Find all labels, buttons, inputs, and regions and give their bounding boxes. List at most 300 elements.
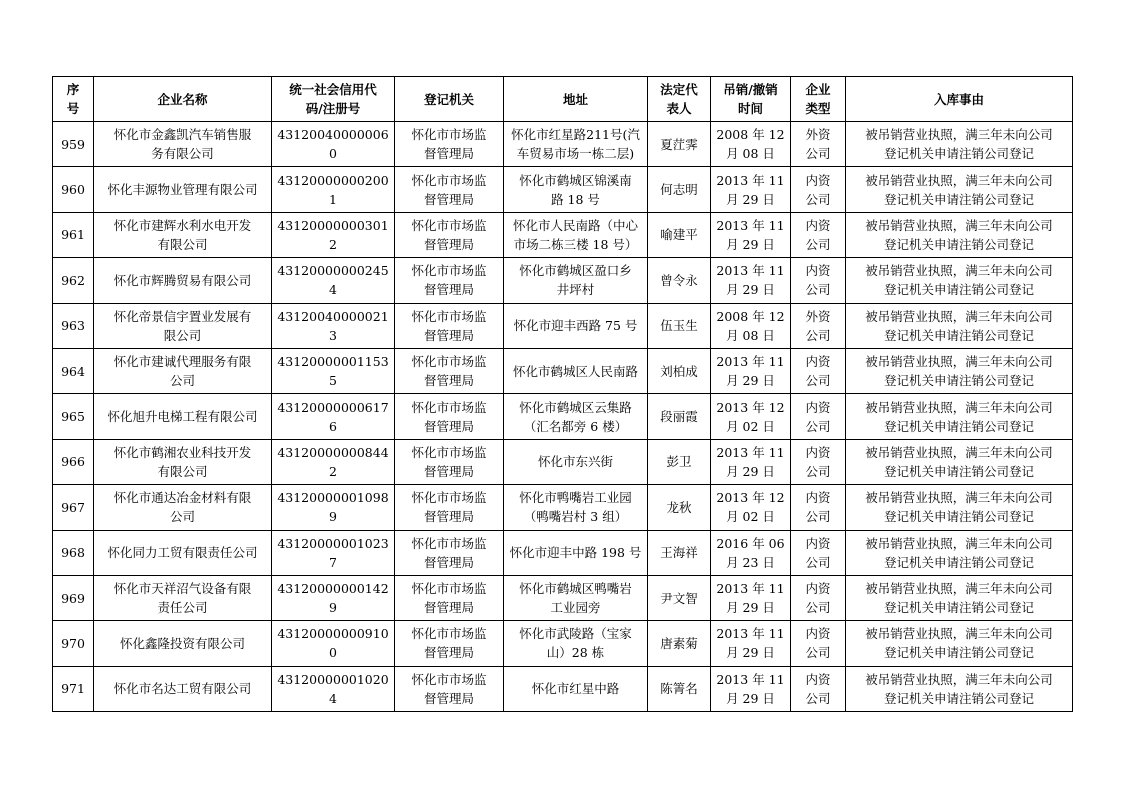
cell-authority <box>395 258 504 303</box>
cell-authority-line: 怀化市市场监 <box>411 399 487 415</box>
cell-reason-line: 被吊销营业执照，满三年未向公司 <box>865 172 1053 188</box>
cell-authority <box>395 666 504 711</box>
cell-authority <box>395 212 504 257</box>
header-line: 企业名称 <box>157 91 208 107</box>
cell-authority <box>395 303 504 348</box>
cell-company-type-line: 外资 <box>805 127 831 143</box>
cell-company-name <box>94 394 272 439</box>
cell-revoke-date-line: 月 02 日 <box>726 418 775 434</box>
cell-company-type-line: 内资 <box>805 399 831 415</box>
cell-company-type-line: 公司 <box>805 191 831 207</box>
cell-legal-rep: 何志明 <box>648 167 711 212</box>
cell-address <box>504 303 648 348</box>
header-address <box>504 77 648 122</box>
header-authority <box>395 77 504 122</box>
cell-authority-line: 怀化市市场监 <box>411 490 487 506</box>
cell-company-type-line: 外资 <box>805 308 831 324</box>
cell-address-line: 怀化市东兴街 <box>537 454 613 470</box>
cell-company-name <box>94 485 272 530</box>
cell-company-type-line: 公司 <box>805 690 831 706</box>
cell-credit-code: 431200000002454 <box>272 258 395 303</box>
cell-address <box>504 575 648 620</box>
cell-authority <box>395 348 504 393</box>
cell-address-line: 井坪村 <box>556 282 595 298</box>
cell-revoke-date-line: 月 29 日 <box>726 463 775 479</box>
header-name <box>94 77 272 122</box>
cell-address-line: 怀化市鹤城区锦溪南 <box>519 172 632 188</box>
cell-company-name <box>94 348 272 393</box>
cell-company-type-line: 内资 <box>805 217 831 233</box>
cell-authority <box>395 439 504 484</box>
cell-address-line: 路 18 号 <box>551 191 600 207</box>
cell-company-name <box>94 575 272 620</box>
cell-credit-code: 431200000010989 <box>272 485 395 530</box>
cell-revoke-date <box>711 530 791 575</box>
header-type <box>791 77 846 122</box>
cell-address <box>504 439 648 484</box>
cell-reason-line: 登记机关申请注销公司登记 <box>883 690 1034 706</box>
cell-reason-line: 登记机关申请注销公司登记 <box>883 645 1034 661</box>
cell-reason-line: 登记机关申请注销公司登记 <box>883 463 1034 479</box>
cell-revoke-date-line: 2008 年 12 <box>716 127 785 143</box>
cell-reason <box>846 439 1073 484</box>
cell-reason-line: 被吊销营业执照，满三年未向公司 <box>865 127 1053 143</box>
header-rep <box>648 77 711 122</box>
cell-company-type <box>791 167 846 212</box>
cell-company-name <box>94 167 272 212</box>
cell-company-type-line: 公司 <box>805 146 831 162</box>
header-line: 企业 <box>805 82 831 97</box>
header-line: 时间 <box>737 101 763 116</box>
table-header-row <box>53 77 1073 122</box>
cell-address <box>504 167 648 212</box>
table-row <box>53 575 1073 620</box>
cell-company-type-line: 内资 <box>805 172 831 188</box>
cell-no: 967 <box>53 485 94 530</box>
cell-company-type-line: 公司 <box>805 463 831 479</box>
cell-address-line: 怀化市红星中路 <box>531 681 620 697</box>
cell-credit-code: 431200000011535 <box>272 348 395 393</box>
cell-reason-line: 被吊销营业执照，满三年未向公司 <box>865 581 1053 597</box>
cell-legal-rep: 陈箐名 <box>648 666 711 711</box>
table-row <box>53 394 1073 439</box>
header-date <box>711 77 791 122</box>
cell-company-name-line: 责任公司 <box>157 600 208 616</box>
header-line: 序 <box>66 82 80 97</box>
cell-revoke-date <box>711 666 791 711</box>
cell-company-name <box>94 303 272 348</box>
cell-reason <box>846 485 1073 530</box>
cell-authority-line: 督管理局 <box>423 282 474 298</box>
header-no <box>53 77 94 122</box>
cell-company-type <box>791 530 846 575</box>
cell-company-type <box>791 394 846 439</box>
cell-legal-rep: 彭卫 <box>648 439 711 484</box>
cell-revoke-date-line: 月 08 日 <box>726 146 775 162</box>
cell-company-name-line: 怀化丰源物业管理有限公司 <box>107 182 258 198</box>
cell-company-name-line: 怀化市天祥沼气设备有限 <box>113 581 252 597</box>
table-row <box>53 122 1073 167</box>
cell-revoke-date <box>711 439 791 484</box>
cell-revoke-date <box>711 621 791 666</box>
cell-revoke-date <box>711 485 791 530</box>
cell-company-name <box>94 122 272 167</box>
cell-authority-line: 怀化市市场监 <box>411 535 487 551</box>
cell-reason-line: 被吊销营业执照，满三年未向公司 <box>865 626 1053 642</box>
cell-no: 960 <box>53 167 94 212</box>
cell-revoke-date-line: 月 23 日 <box>726 554 775 570</box>
cell-revoke-date-line: 月 29 日 <box>726 690 775 706</box>
cell-company-type <box>791 666 846 711</box>
cell-company-name-line: 公司 <box>169 373 195 389</box>
cell-revoke-date-line: 月 02 日 <box>726 509 775 525</box>
cell-revoke-date-line: 2013 年 11 <box>716 581 785 597</box>
cell-no: 962 <box>53 258 94 303</box>
table-row <box>53 303 1073 348</box>
cell-no: 964 <box>53 348 94 393</box>
cell-reason-line: 登记机关申请注销公司登记 <box>883 418 1034 434</box>
cell-company-name <box>94 530 272 575</box>
cell-company-type <box>791 621 846 666</box>
cell-reason <box>846 394 1073 439</box>
cell-company-type-line: 内资 <box>805 444 831 460</box>
cell-company-name-line: 怀化市名达工贸有限公司 <box>113 681 252 697</box>
table-row <box>53 666 1073 711</box>
cell-address-line: 怀化市人民南路（中心 <box>512 217 638 233</box>
cell-company-type-line: 公司 <box>805 645 831 661</box>
cell-reason-line: 登记机关申请注销公司登记 <box>883 554 1034 570</box>
cell-address <box>504 530 648 575</box>
cell-company-type-line: 内资 <box>805 354 831 370</box>
table-body <box>53 122 1073 712</box>
cell-address-line: （鸭嘴岩村 3 组） <box>523 509 628 525</box>
header-line: 登记机关 <box>423 91 474 107</box>
cell-company-name-line: 怀化市鹤湘农业科技开发 <box>113 444 252 460</box>
cell-company-type-line: 公司 <box>805 600 831 616</box>
header-line: 入库事由 <box>933 91 984 107</box>
cell-reason-line: 登记机关申请注销公司登记 <box>883 146 1034 162</box>
cell-authority-line: 督管理局 <box>423 236 474 252</box>
cell-reason-line: 被吊销营业执照，满三年未向公司 <box>865 354 1053 370</box>
header-reason <box>846 77 1073 122</box>
cell-legal-rep: 伍玉生 <box>648 303 711 348</box>
cell-revoke-date-line: 月 29 日 <box>726 191 775 207</box>
cell-company-name-line: 怀化旭升电梯工程有限公司 <box>107 409 258 425</box>
cell-address-line: 市场二栋三楼 18 号） <box>513 236 638 252</box>
cell-legal-rep: 刘柏成 <box>648 348 711 393</box>
cell-address <box>504 258 648 303</box>
cell-no: 970 <box>53 621 94 666</box>
cell-revoke-date-line: 月 29 日 <box>726 236 775 252</box>
header-line: 号 <box>66 101 80 116</box>
cell-authority-line: 怀化市市场监 <box>411 263 487 279</box>
cell-authority-line: 怀化市市场监 <box>411 444 487 460</box>
cell-company-type <box>791 122 846 167</box>
cell-company-name-line: 有限公司 <box>157 236 208 252</box>
cell-reason-line: 被吊销营业执照，满三年未向公司 <box>865 308 1053 324</box>
cell-credit-code: 431200000002001 <box>272 167 395 212</box>
cell-company-type <box>791 258 846 303</box>
cell-company-type <box>791 485 846 530</box>
cell-revoke-date-line: 2013 年 12 <box>716 490 785 506</box>
cell-authority-line: 督管理局 <box>423 554 474 570</box>
cell-legal-rep: 唐素菊 <box>648 621 711 666</box>
cell-revoke-date-line: 2013 年 11 <box>716 263 785 279</box>
cell-address-line: （汇名都旁 6 楼） <box>523 418 628 434</box>
cell-legal-rep: 王海祥 <box>648 530 711 575</box>
cell-reason-line: 登记机关申请注销公司登记 <box>883 600 1034 616</box>
cell-reason-line: 被吊销营业执照，满三年未向公司 <box>865 671 1053 687</box>
cell-company-type-line: 内资 <box>805 490 831 506</box>
cell-reason-line: 登记机关申请注销公司登记 <box>883 191 1034 207</box>
cell-company-name-line: 怀化市辉腾贸易有限公司 <box>113 272 252 288</box>
table-row <box>53 212 1073 257</box>
cell-company-type-line: 公司 <box>805 282 831 298</box>
cell-authority-line: 督管理局 <box>423 146 474 162</box>
cell-revoke-date-line: 2016 年 06 <box>716 535 785 551</box>
cell-company-name-line: 限公司 <box>163 327 202 343</box>
cell-revoke-date-line: 2013 年 12 <box>716 399 785 415</box>
cell-authority <box>395 485 504 530</box>
cell-authority-line: 督管理局 <box>423 373 474 389</box>
cell-reason-line: 登记机关申请注销公司登记 <box>883 373 1034 389</box>
cell-authority-line: 怀化市市场监 <box>411 127 487 143</box>
cell-legal-rep: 曾令永 <box>648 258 711 303</box>
cell-authority <box>395 621 504 666</box>
cell-no: 965 <box>53 394 94 439</box>
cell-address-line: 怀化市鹤城区人民南路 <box>512 363 638 379</box>
cell-credit-code: 431200400000060 <box>272 122 395 167</box>
cell-credit-code: 431200000009100 <box>272 621 395 666</box>
table-row <box>53 485 1073 530</box>
cell-reason <box>846 666 1073 711</box>
cell-company-type-line: 内资 <box>805 626 831 642</box>
cell-revoke-date-line: 2013 年 11 <box>716 444 785 460</box>
cell-company-type-line: 公司 <box>805 509 831 525</box>
cell-company-type-line: 公司 <box>805 554 831 570</box>
cell-no: 963 <box>53 303 94 348</box>
cell-no: 959 <box>53 122 94 167</box>
cell-company-type-line: 公司 <box>805 236 831 252</box>
cell-company-type <box>791 212 846 257</box>
cell-authority-line: 怀化市市场监 <box>411 671 487 687</box>
cell-reason-line: 登记机关申请注销公司登记 <box>883 236 1034 252</box>
cell-address-line: 怀化市红星路211号(汽 <box>511 127 640 143</box>
cell-company-name <box>94 258 272 303</box>
cell-legal-rep: 段丽霞 <box>648 394 711 439</box>
cell-authority-line: 督管理局 <box>423 600 474 616</box>
header-line: 地址 <box>562 91 588 107</box>
cell-address-line: 怀化市迎丰中路 198 号 <box>509 545 642 561</box>
table-row <box>53 439 1073 484</box>
cell-reason-line: 被吊销营业执照，满三年未向公司 <box>865 444 1053 460</box>
cell-reason <box>846 530 1073 575</box>
cell-reason-line: 被吊销营业执照，满三年未向公司 <box>865 535 1053 551</box>
header-line: 类型 <box>805 101 831 116</box>
cell-company-type-line: 公司 <box>805 373 831 389</box>
cell-legal-rep: 夏茳霁 <box>648 122 711 167</box>
cell-authority-line: 督管理局 <box>423 463 474 479</box>
cell-no: 971 <box>53 666 94 711</box>
cell-company-type-line: 公司 <box>805 327 831 343</box>
cell-authority-line: 督管理局 <box>423 509 474 525</box>
header-line: 法定代 <box>660 82 698 97</box>
cell-company-name-line: 怀化市金鑫凯汽车销售服 <box>113 127 252 143</box>
cell-address-line: 怀化市鹤城区盈口乡 <box>519 263 632 279</box>
cell-reason-line: 登记机关申请注销公司登记 <box>883 327 1034 343</box>
cell-revoke-date-line: 2013 年 11 <box>716 354 785 370</box>
cell-revoke-date <box>711 394 791 439</box>
cell-address-line: 怀化市武陵路（宝家 <box>519 626 632 642</box>
cell-authority-line: 督管理局 <box>423 690 474 706</box>
cell-revoke-date <box>711 167 791 212</box>
cell-address-line: 车贸易市场一栋二层) <box>516 146 635 162</box>
cell-company-name-line: 有限公司 <box>157 463 208 479</box>
cell-reason <box>846 212 1073 257</box>
cell-revoke-date-line: 月 29 日 <box>726 600 775 616</box>
cell-legal-rep: 尹文智 <box>648 575 711 620</box>
header-code <box>272 77 395 122</box>
cell-company-name <box>94 439 272 484</box>
header-line: 统一社会信用代 <box>289 82 377 97</box>
cell-company-type-line: 内资 <box>805 671 831 687</box>
table-row <box>53 348 1073 393</box>
cell-revoke-date-line: 2013 年 11 <box>716 626 785 642</box>
cell-authority-line: 怀化市市场监 <box>411 581 487 597</box>
cell-revoke-date-line: 月 29 日 <box>726 282 775 298</box>
cell-address <box>504 348 648 393</box>
cell-reason <box>846 348 1073 393</box>
cell-address-line: 怀化市迎丰西路 75 号 <box>513 318 638 334</box>
cell-address-line: 山）28 栋 <box>546 645 605 661</box>
cell-revoke-date <box>711 212 791 257</box>
cell-address-line: 怀化市鹤城区云集路 <box>519 399 632 415</box>
cell-revoke-date <box>711 575 791 620</box>
cell-authority <box>395 530 504 575</box>
cell-legal-rep: 喻建平 <box>648 212 711 257</box>
cell-authority-line: 怀化市市场监 <box>411 308 487 324</box>
cell-revoke-date <box>711 122 791 167</box>
cell-credit-code: 431200000010204 <box>272 666 395 711</box>
cell-reason <box>846 167 1073 212</box>
cell-revoke-date-line: 月 08 日 <box>726 327 775 343</box>
table-row <box>53 167 1073 212</box>
cell-reason-line: 登记机关申请注销公司登记 <box>883 509 1034 525</box>
table-row <box>53 258 1073 303</box>
cell-authority <box>395 575 504 620</box>
cell-authority-line: 怀化市市场监 <box>411 626 487 642</box>
cell-company-type-line: 内资 <box>805 535 831 551</box>
cell-reason <box>846 122 1073 167</box>
cell-address <box>504 666 648 711</box>
cell-revoke-date <box>711 258 791 303</box>
cell-no: 969 <box>53 575 94 620</box>
cell-company-type-line: 内资 <box>805 581 831 597</box>
cell-company-type-line: 内资 <box>805 263 831 279</box>
cell-legal-rep: 龙秋 <box>648 485 711 530</box>
cell-revoke-date-line: 2013 年 11 <box>716 217 785 233</box>
cell-company-type <box>791 575 846 620</box>
cell-no: 961 <box>53 212 94 257</box>
cell-authority-line: 督管理局 <box>423 191 474 207</box>
cell-authority <box>395 122 504 167</box>
cell-address-line: 工业园旁 <box>550 600 601 616</box>
cell-revoke-date-line: 2013 年 11 <box>716 172 785 188</box>
cell-reason-line: 被吊销营业执照，满三年未向公司 <box>865 263 1053 279</box>
cell-revoke-date <box>711 303 791 348</box>
cell-company-name-line: 怀化市建辉水利水电开发 <box>113 217 252 233</box>
cell-company-type <box>791 348 846 393</box>
table-row <box>53 621 1073 666</box>
cell-reason <box>846 258 1073 303</box>
cell-address-line: 怀化市鸭嘴岩工业园 <box>519 490 632 506</box>
cell-no: 966 <box>53 439 94 484</box>
header-line: 表人 <box>666 101 692 116</box>
cell-authority-line: 督管理局 <box>423 327 474 343</box>
cell-authority-line: 督管理局 <box>423 645 474 661</box>
cell-company-name <box>94 621 272 666</box>
cell-revoke-date-line: 2008 年 12 <box>716 308 785 324</box>
cell-authority-line: 怀化市市场监 <box>411 172 487 188</box>
cell-credit-code: 431200000003012 <box>272 212 395 257</box>
cell-company-type <box>791 439 846 484</box>
table-row <box>53 530 1073 575</box>
cell-authority-line: 怀化市市场监 <box>411 354 487 370</box>
cell-credit-code: 431200000006176 <box>272 394 395 439</box>
cell-credit-code: 431200000001429 <box>272 575 395 620</box>
cell-revoke-date <box>711 348 791 393</box>
cell-authority <box>395 167 504 212</box>
cell-reason-line: 登记机关申请注销公司登记 <box>883 282 1034 298</box>
cell-company-name-line: 怀化市通达冶金材料有限 <box>113 490 252 506</box>
cell-company-type <box>791 303 846 348</box>
header-line: 码/注册号 <box>305 101 361 116</box>
cell-company-name-line: 怀化同力工贸有限责任公司 <box>107 545 258 561</box>
cell-revoke-date-line: 月 29 日 <box>726 645 775 661</box>
cell-address <box>504 212 648 257</box>
cell-address <box>504 485 648 530</box>
cell-credit-code: 431200000008442 <box>272 439 395 484</box>
cell-authority <box>395 394 504 439</box>
cell-reason <box>846 575 1073 620</box>
enterprise-register-table <box>52 76 1073 712</box>
cell-address-line: 怀化市鹤城区鸭嘴岩 <box>519 581 632 597</box>
cell-company-name-line: 公司 <box>169 509 195 525</box>
cell-company-name-line: 怀化市建诚代理服务有限 <box>113 354 252 370</box>
header-line: 吊销/撤销 <box>723 82 778 97</box>
cell-authority-line: 怀化市市场监 <box>411 217 487 233</box>
cell-address <box>504 394 648 439</box>
cell-company-name-line: 怀化帝景信宇置业发展有 <box>113 308 252 324</box>
cell-company-name <box>94 666 272 711</box>
cell-reason-line: 被吊销营业执照，满三年未向公司 <box>865 490 1053 506</box>
cell-company-type-line: 公司 <box>805 418 831 434</box>
cell-company-name-line: 怀化鑫隆投资有限公司 <box>119 635 245 651</box>
cell-address <box>504 621 648 666</box>
cell-credit-code: 431200400000213 <box>272 303 395 348</box>
cell-credit-code: 431200000010237 <box>272 530 395 575</box>
cell-revoke-date-line: 2013 年 11 <box>716 671 785 687</box>
cell-no: 968 <box>53 530 94 575</box>
cell-authority-line: 督管理局 <box>423 418 474 434</box>
cell-company-name <box>94 212 272 257</box>
cell-reason-line: 被吊销营业执照，满三年未向公司 <box>865 217 1053 233</box>
cell-revoke-date-line: 月 29 日 <box>726 373 775 389</box>
cell-company-name-line: 务有限公司 <box>151 146 214 162</box>
cell-address <box>504 122 648 167</box>
cell-reason <box>846 303 1073 348</box>
cell-reason-line: 被吊销营业执照，满三年未向公司 <box>865 399 1053 415</box>
